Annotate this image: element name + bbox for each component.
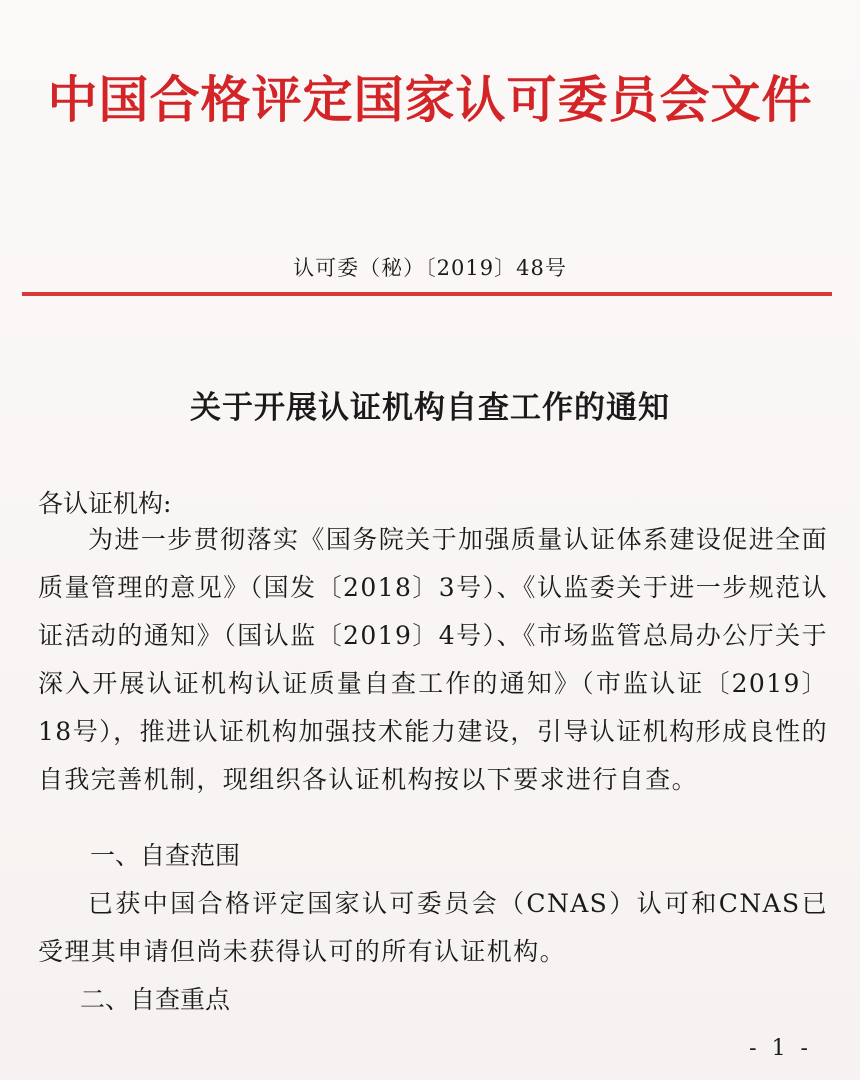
- document-masthead: 中国合格评定国家认可委员会文件: [47, 70, 813, 129]
- intro-paragraph: 为进一步贯彻落实《国务院关于加强质量认证体系建设促进全面质量管理的意见》（国发〔2018〕3号）、《认监委关于进一步规范认证活动的通知》（国认监〔2019〕4号）、《市场监管总局办公厅关于深入开展认证机构认证质量自查工作的通知》（市监认证〔2019〕18号），推进认证机构加强技术能力建设，引导认证机构形成良性的自我完善机制，现组织各认证机构按以下要求进行自查。: [38, 525, 828, 794]
- section-2-heading: 二、自查重点: [80, 985, 231, 1014]
- section-1-heading: 一、自查范围: [90, 841, 241, 870]
- page-number: - 1 -: [749, 1036, 812, 1061]
- document-number: 认可委（秘）〔2019〕48号: [293, 256, 567, 280]
- addressee: 各认证机构:: [38, 489, 172, 518]
- notice-title: 关于开展认证机构自查工作的通知: [190, 390, 670, 426]
- section-1-text: 已获中国合格评定国家认可委员会（CNAS）认可和CNAS已受理其申请但尚未获得认可的所有认证机构。: [38, 889, 828, 966]
- red-divider-line: [22, 292, 832, 296]
